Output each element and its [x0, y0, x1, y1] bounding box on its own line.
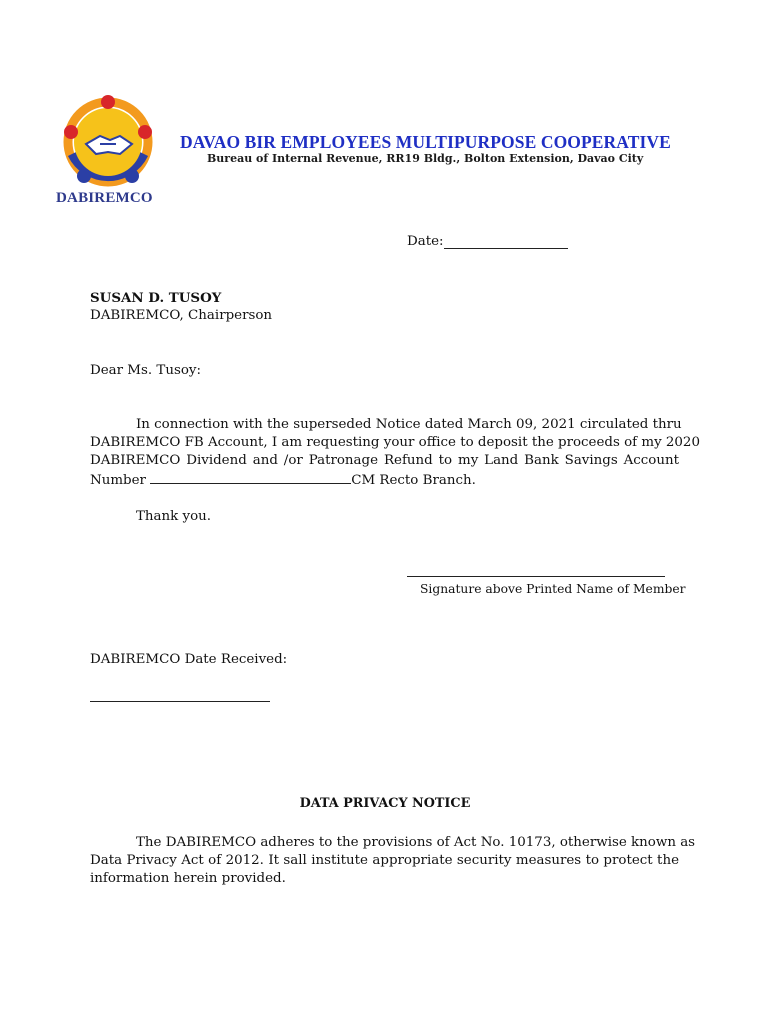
branch-text: CM Recto Branch.	[351, 473, 476, 488]
privacy-notice	[90, 834, 696, 888]
privacy-line: Data Privacy Act of 2012. It sall institute appropriate security measures to protect the	[90, 853, 679, 868]
addressee-title: DABIREMCO, Chairperson	[90, 308, 273, 323]
letter-body	[90, 416, 700, 490]
addressee-name: SUSAN D. TUSOY	[90, 290, 222, 306]
privacy-heading: DATA PRIVACY NOTICE	[299, 796, 471, 811]
date-received-label: DABIREMCO Date Received:	[90, 652, 288, 667]
signature-line[interactable]	[407, 576, 665, 577]
body-line	[90, 470, 679, 490]
date-received-line[interactable]	[90, 701, 270, 702]
signature-caption: Signature above Printed Name of Member	[420, 582, 686, 596]
organization-name: DAVAO BIR EMPLOYEES MULTIPURPOSE COOPERATIVE	[180, 132, 671, 152]
organization-address: Bureau of Internal Revenue, RR19 Bldg., Bolton Extension, Davao City	[207, 152, 644, 165]
date-field-line[interactable]	[444, 248, 568, 249]
logo-wordmark: DABIREMCO	[56, 190, 153, 206]
body-line: DABIREMCO Dividend and /or Patronage Refund to my Land Bank Savings Account	[90, 453, 679, 468]
privacy-line: information herein provided.	[90, 871, 286, 886]
body-line: DABIREMCO FB Account, I am requesting your office to deposit the proceeds of my 2020	[90, 435, 700, 450]
handshake-emblem-icon	[58, 92, 162, 192]
closing: Thank you.	[136, 509, 212, 524]
date-label: Date:	[407, 234, 444, 249]
privacy-line: The DABIREMCO adheres to the provisions of Act No. 10173, otherwise known as	[136, 835, 696, 850]
account-number-label: Number	[90, 473, 146, 488]
salutation: Dear Ms. Tusoy:	[90, 363, 201, 378]
body-line: In connection with the superseded Notice dated March 09, 2021 circulated thru	[136, 417, 682, 432]
account-number-field[interactable]	[150, 470, 351, 484]
